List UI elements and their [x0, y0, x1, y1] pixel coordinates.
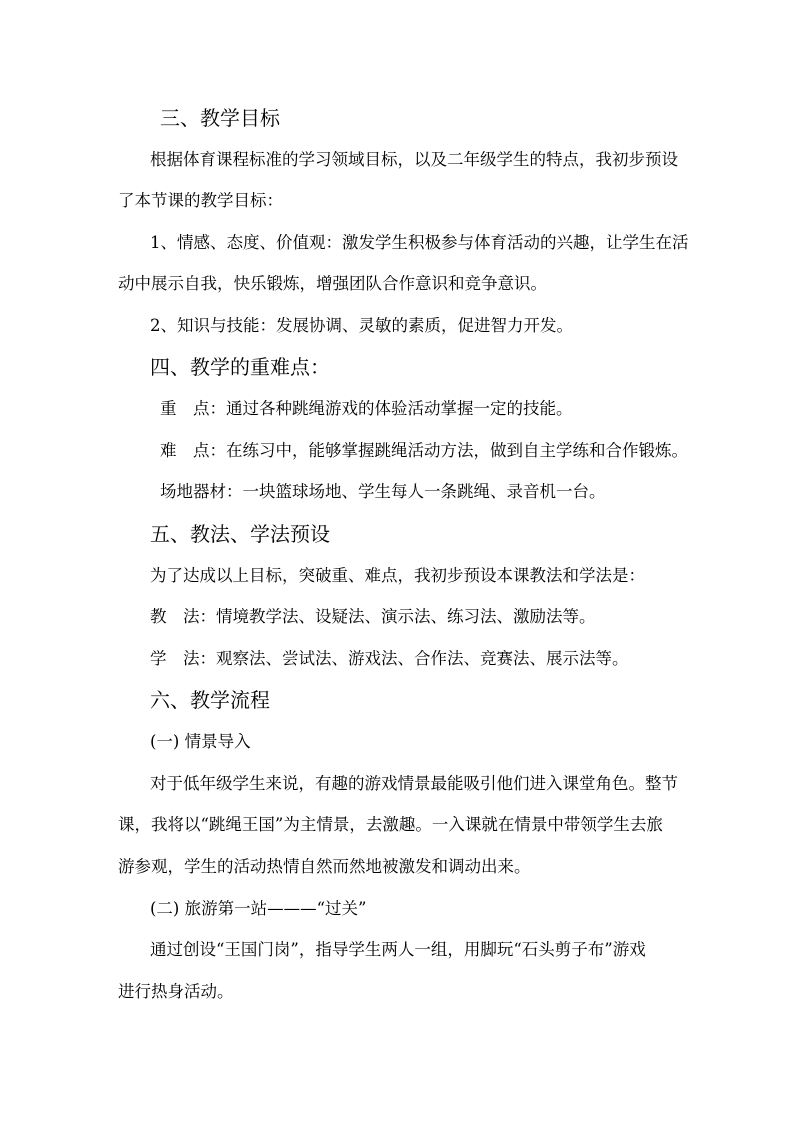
paragraph-line: 通过创设“王国门岗”，指导学生两人一组，用脚玩“石头剪子布”游戏	[150, 940, 646, 959]
equipment-line: 场地器材：一块篮球场地、学生每人一条跳绳、录音机一台。	[160, 482, 606, 501]
paragraph-line: 进行热身活动。	[118, 982, 234, 1001]
section-heading-methods: 五、教法、学法预设	[150, 522, 330, 546]
teaching-method-line: 教 法：情境教学法、设疑法、演示法、练习法、激励法等。	[150, 607, 596, 626]
subheading-first-stop: (二) 旅游第一站———“过关”	[150, 899, 367, 918]
paragraph-line: 课，我将以“跳绳王国”为主情景，去激趣。一入课就在情景中带领学生去旅	[118, 815, 663, 834]
subheading-scene-intro: (一) 情景导入	[150, 732, 251, 751]
paragraph-line: 1、情感、态度、价值观：激发学生积极参与体育活动的兴趣，让学生在活	[150, 233, 689, 252]
learning-method-line: 学 法：观察法、尝试法、游戏法、合作法、竞赛法、展示法等。	[150, 649, 629, 668]
section-heading-process: 六、教学流程	[150, 688, 270, 712]
paragraph-line: 为了达成以上目标，突破重、难点，我初步预设本课教法和学法是：	[150, 566, 645, 585]
paragraph-line: 对于低年级学生来说，有趣的游戏情景最能吸引他们进入课堂角色。整节	[150, 774, 678, 793]
difficult-point-line: 难 点：在练习中，能够掌握跳绳活动方法，做到自主学练和合作锻炼。	[160, 441, 688, 460]
key-point-line: 重 点：通过各种跳绳游戏的体验活动掌握一定的技能。	[160, 399, 573, 418]
paragraph-line: 2、知识与技能：发展协调、灵敏的素质，促进智力开发。	[150, 316, 573, 335]
paragraph-line: 根据体育课程标准的学习领域目标，以及二年级学生的特点，我初步预设	[150, 150, 678, 169]
paragraph-line: 了本节课的教学目标：	[118, 191, 283, 210]
paragraph-line: 动中展示自我，快乐锻炼，增强团队合作意识和竞争意识。	[118, 274, 547, 293]
section-heading-key-points: 四、教学的重难点：	[150, 355, 330, 379]
section-heading-teaching-goals: 三、教学目标	[160, 106, 280, 130]
paragraph-line: 游参观，学生的活动热情自然而然地被激发和调动出来。	[118, 857, 531, 876]
